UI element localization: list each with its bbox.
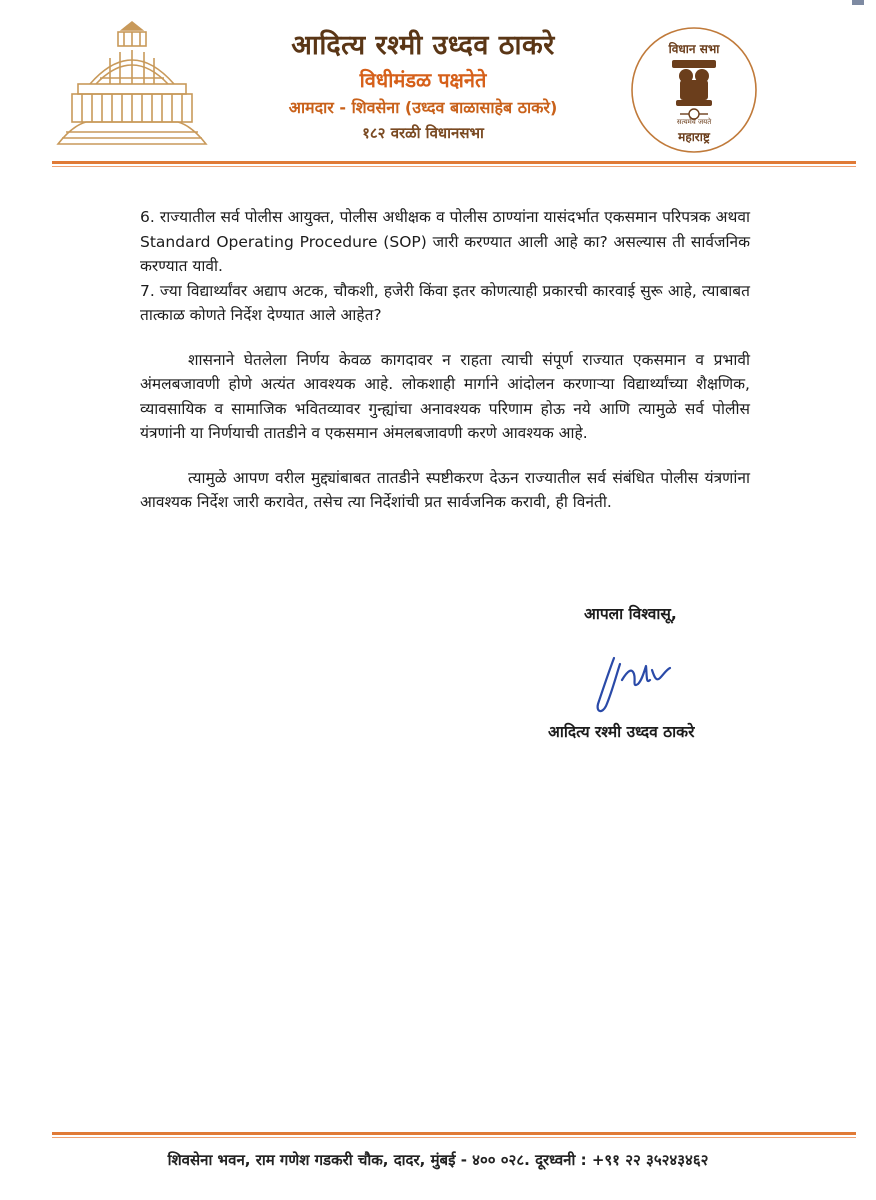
footer-divider	[52, 1132, 856, 1135]
seal-top-text: विधान सभा	[668, 42, 720, 56]
paragraph-request: त्यामुळे आपण वरील मुद्द्यांबाबत तातडीने स्पष्टीकरण देऊन राज्यातील सर्व संबंधित पोलीस यंत्रणांना आवश्यक निर्देश जारी करावेत, तसेच त्या निर्देशांची प्रत सार्वजनिक करावी, ही विनंती.	[140, 468, 750, 511]
sender-name: आदित्य रश्मी उध्दव ठाकरे	[291, 30, 555, 61]
header-divider	[52, 161, 856, 164]
sender-party: आमदार - शिवसेना (उध्दव बाळासाहेब ठाकरे)	[288, 98, 558, 117]
seal-motto-text: सत्यमेव जयते	[676, 118, 712, 126]
footer-divider-thin	[52, 1137, 856, 1138]
point-7: 7. ज्या विद्यार्थ्यांवर अद्याप अटक, चौकशी, हजेरी किंवा इतर कोणत्याही प्रकारची कारवाई सुरू आहे, त्याबाबत तात्काळ कोणते निर्देश देण्यात आले आहेत?	[140, 281, 750, 324]
footer-address: शिवसेना भवन, राम गणेश गडकरी चौक, दादर, मुंबई - ४०० ०२८. दूरध्वनी : +९१ २२ ३५२४३४६२	[167, 1151, 709, 1169]
sender-constituency: १८२ वरळी विधानसभा	[362, 124, 484, 142]
letter-body	[140, 205, 750, 515]
sender-role: विधीमंडळ पक्षनेते	[359, 68, 487, 92]
letterhead-text	[228, 28, 618, 145]
closing-salutation: आपला विश्वासू,	[584, 605, 677, 623]
signature-icon	[592, 640, 692, 720]
vidhan-bhavan-dome-icon	[52, 18, 212, 146]
letterhead	[0, 0, 876, 170]
paragraph-implementation: शासनाने घेतलेला निर्णय केवळ कागदावर न राहता त्याची संपूर्ण राज्यात एकसमान व प्रभावी अंमलबजावणी होणे अत्यंत आवश्यक आहे. लोकशाही मार्गाने आंदोलन करणाऱ्या विद्यार्थ्यांच्या शैक्षणिक, व्यावसायिक व सामाजिक भवितव्यावर गुन्ह्यांचा अनावश्यक परिणाम होऊ नये आणि त्यामुळे सर्व पोलीस यंत्रणांनी या निर्णयाची तातडीने व एकसमान अंमलबजावणी करणे आवश्यक आहे.	[140, 350, 750, 442]
seal-bottom-text: महाराष्ट्र	[678, 130, 710, 144]
corner-marker	[852, 0, 864, 5]
signatory-name: आदित्य रश्मी उध्दव ठाकरे	[548, 723, 695, 741]
header-divider-thin	[52, 166, 856, 167]
point-6: 6. राज्यातील सर्व पोलीस आयुक्त, पोलीस अधीक्षक व पोलीस ठाण्यांना यासंदर्भात एकसमान परिपत्रक अथवा Standard Operating Procedure (SOP) जारी करण्यात आली आहे का? असल्यास ती सार्वजनिक करण्यात यावी.	[140, 208, 750, 275]
